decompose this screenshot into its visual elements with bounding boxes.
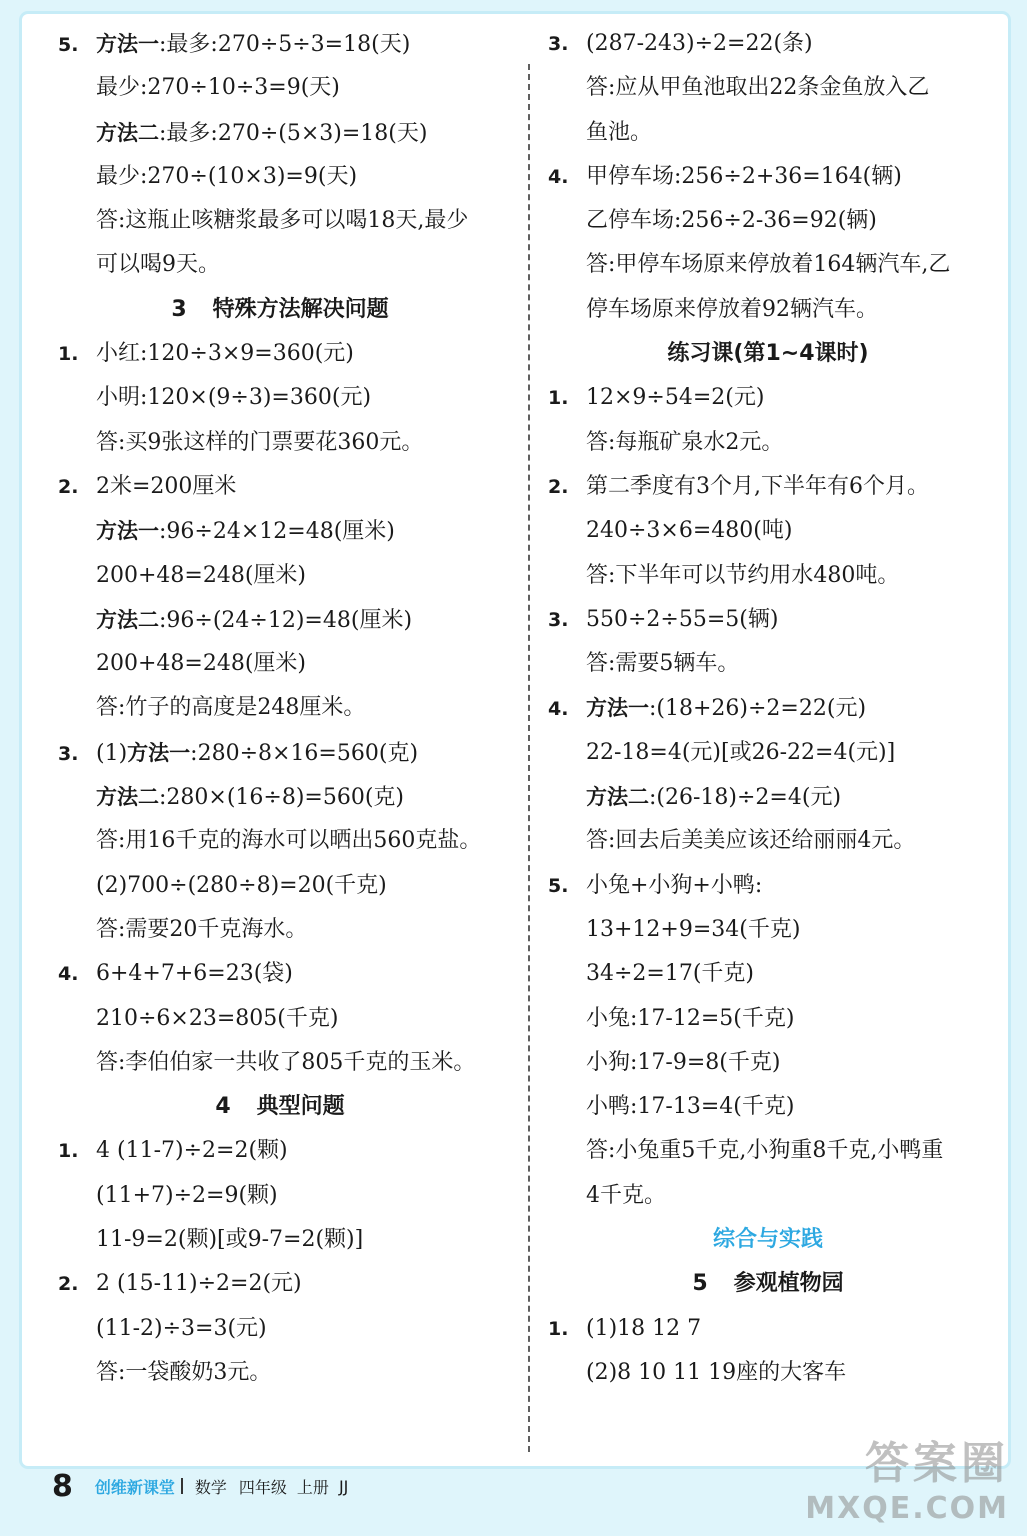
answer-line: 答:应从甲鱼池取出22条金鱼放入乙 — [586, 75, 930, 101]
answer-line: 答:小兔重5千克,小狗重8千克,小鸭重 — [586, 1138, 944, 1164]
answer-line: 240÷3×6=480(吨) — [586, 518, 793, 544]
answer-line: 4. 6+4+7+6=23(袋) — [58, 961, 293, 987]
answer-line: 答:一袋酸奶3元。 — [96, 1359, 272, 1385]
answer-line: 小兔:17-12=5(千克) — [586, 1005, 795, 1031]
watermark-url: MXQE.COM — [805, 1491, 1009, 1526]
answer-line: 鱼池。 — [586, 119, 653, 145]
answer-line: (11+7)÷2=9(颗) — [96, 1182, 278, 1208]
answer-line: 小明:120×(9÷3)=360(元) — [96, 385, 372, 411]
answer-line: 答:用16千克的海水可以晒出560克盐。 — [96, 828, 482, 854]
answer-line: 小鸭:17-13=4(千克) — [586, 1094, 795, 1120]
answer-line: 最少:270÷10÷3=9(天) — [96, 75, 340, 101]
answer-line: 1. 4 (11-7)÷2=2(颗) — [58, 1138, 288, 1164]
answer-line: 方法一:96÷24×12=48(厘米) — [96, 519, 395, 545]
answer-line: 5. 方法一:最多:270÷5÷3=18(天) — [58, 32, 411, 57]
answer-line: 答:需要5辆车。 — [586, 651, 740, 677]
answer-line: 5. 小兔+小狗+小鸭: — [548, 872, 763, 898]
section-heading: 5 参观植物园 — [692, 1271, 844, 1297]
answer-line: (11-2)÷3=3(元) — [96, 1315, 267, 1341]
edition-label: JJ — [338, 1476, 349, 1496]
answer-line: (2)700÷(280÷8)=20(千克) — [96, 872, 387, 898]
answer-line: 34÷2=17(千克) — [586, 961, 755, 987]
grade-label: 四年级 — [238, 1477, 287, 1497]
section-heading: 练习课(第1~4课时) — [667, 341, 869, 367]
answer-line: 方法二:(26-18)÷2=4(元) — [586, 785, 842, 811]
answer-line: 可以喝9天。 — [96, 252, 220, 278]
answer-line: 停车场原来停放着92辆汽车。 — [586, 296, 878, 322]
watermark-logo — [805, 1427, 1009, 1526]
answer-line: 答:回去后美美应该还给丽丽4元。 — [586, 828, 916, 854]
answer-line: 小狗:17-9=8(千克) — [586, 1049, 781, 1075]
answer-line: 3. (287-243)÷2=22(条) — [548, 31, 813, 56]
answer-line: 4. 甲停车场:256÷2+36=164(辆) — [548, 163, 902, 189]
answer-line: 2. 2 (15-11)÷2=2(元) — [58, 1271, 302, 1297]
answer-line: 答:买9张这样的门票要花360元。 — [96, 429, 424, 455]
answer-line: 210÷6×23=805(千克) — [96, 1005, 339, 1031]
answer-line: 4. 方法一:(18+26)÷2=22(元) — [548, 696, 867, 722]
unit-heading: 综合与实践 — [712, 1227, 823, 1253]
answer-line: 11-9=2(颗)[或9-7=2(颗)] — [96, 1227, 364, 1253]
section-heading: 3 特殊方法解决问题 — [171, 296, 389, 322]
answer-line: 方法二:96÷(24÷12)=48(厘米) — [96, 607, 413, 633]
footer-separator — [181, 1478, 183, 1494]
answer-line: (2)8 10 11 19座的大客车 — [586, 1359, 847, 1385]
page-footer — [52, 1466, 348, 1506]
answer-line: 22-18=4(元)[或26-22=4(元)] — [586, 739, 896, 765]
answer-line: 乙停车场:256÷2-36=92(辆) — [586, 208, 877, 234]
column-divider — [528, 64, 530, 1452]
answer-line: 答:甲停车场原来停放着164辆汽车,乙 — [586, 252, 951, 278]
answer-line: 200+48=248(厘米) — [96, 562, 307, 588]
right-column — [548, 22, 988, 1395]
section-heading: 4 典型问题 — [215, 1094, 345, 1120]
answer-line: 3. (1)方法一:280÷8×16=560(克) — [58, 740, 419, 766]
brand-name: 创维新课堂 — [94, 1477, 175, 1497]
answer-line: 方法二:最多:270÷(5×3)=18(天) — [96, 120, 428, 146]
answer-line: 200+48=248(厘米) — [96, 651, 307, 677]
answer-line: 1. 小红:120÷3×9=360(元) — [58, 341, 354, 367]
watermark-text: 答案圈 — [865, 1438, 1009, 1489]
answer-line: 2. 第二季度有3个月,下半年有6个月。 — [548, 473, 929, 499]
answer-line: 1. (1)18 12 7 — [548, 1315, 702, 1341]
answer-line: 答:李伯伯家一共收了805千克的玉米。 — [96, 1049, 476, 1075]
answer-line: 答:这瓶止咳糖浆最多可以喝18天,最少 — [96, 208, 469, 234]
answer-line: 13+12+9=34(千克) — [586, 916, 801, 942]
answer-line: 答:下半年可以节约用水480吨。 — [586, 562, 900, 588]
answer-line: 1. 12×9÷54=2(元) — [548, 385, 765, 411]
answer-line: 答:需要20千克海水。 — [96, 916, 308, 942]
subject-label: 数学 — [194, 1477, 227, 1497]
answer-line: 3. 550÷2÷55=5(辆) — [548, 606, 779, 632]
answer-line: 最少:270÷(10×3)=9(天) — [96, 163, 358, 189]
left-column — [58, 22, 502, 1395]
answer-line: 答:每瓶矿泉水2元。 — [586, 429, 784, 455]
answer-line: 答:竹子的高度是248厘米。 — [96, 695, 366, 721]
answer-line: 方法二:280×(16÷8)=560(克) — [96, 785, 405, 811]
answer-line: 4千克。 — [586, 1182, 666, 1208]
answer-line: 2. 2米=200厘米 — [58, 473, 237, 499]
page-number: 8 — [52, 1468, 73, 1504]
term-label: 上册 — [296, 1477, 329, 1497]
